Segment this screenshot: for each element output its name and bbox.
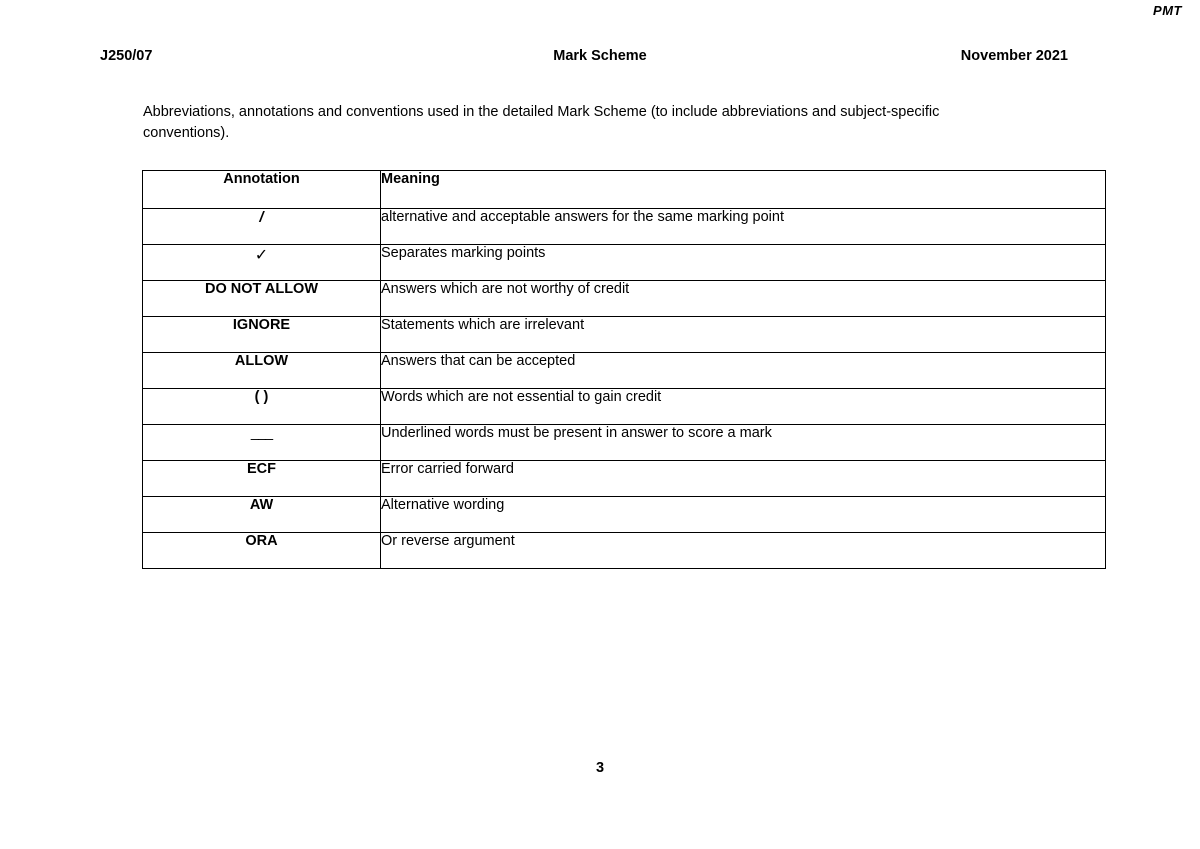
annotation-cell: ( ) — [143, 389, 381, 425]
annotation-cell — [143, 209, 381, 245]
meaning-cell: Underlined words must be present in answer to score a mark — [381, 425, 1106, 461]
meaning-cell: Statements which are irrelevant — [381, 317, 1106, 353]
meaning-cell: Answers which are not worthy of credit — [381, 281, 1106, 317]
meaning-cell: Error carried forward — [381, 461, 1106, 497]
header-paper-code: J250/07 — [100, 48, 153, 64]
table-row — [143, 209, 1106, 245]
table-row — [143, 533, 1106, 569]
meaning-cell: Separates marking points — [381, 245, 1106, 281]
table-row — [143, 353, 1106, 389]
annotation-cell: ORA — [143, 533, 381, 569]
page-header — [100, 48, 1100, 68]
annotation-cell — [143, 245, 381, 281]
table-row — [143, 389, 1106, 425]
annotation-cell: ECF — [143, 461, 381, 497]
table-row — [143, 461, 1106, 497]
table-row — [143, 317, 1106, 353]
annotations-table — [142, 170, 1106, 569]
annotation-cell: IGNORE — [143, 317, 381, 353]
tick-icon: ✓ — [254, 247, 269, 264]
meaning-cell: Words which are not essential to gain credit — [381, 389, 1106, 425]
slash-symbol: / — [259, 209, 264, 226]
table-row — [143, 425, 1106, 461]
annotation-cell: DO NOT ALLOW — [143, 281, 381, 317]
meaning-cell: Alternative wording — [381, 497, 1106, 533]
meaning-cell: Answers that can be accepted — [381, 353, 1106, 389]
table-row — [143, 245, 1106, 281]
table-header-row — [143, 171, 1106, 209]
underline-symbol: ___ — [250, 425, 273, 441]
column-header-meaning: Meaning — [381, 171, 1106, 209]
meaning-cell: alternative and acceptable answers for the same marking point — [381, 209, 1106, 245]
intro-paragraph: Abbreviations, annotations and conventions used in the detailed Mark Scheme (to include abbreviations and subject-specific conventions). — [143, 104, 940, 142]
annotation-cell — [143, 425, 381, 461]
meaning-cell: Or reverse argument — [381, 533, 1106, 569]
table-row — [143, 497, 1106, 533]
table-row — [143, 281, 1106, 317]
column-header-annotation: Annotation — [143, 171, 381, 209]
watermark-pmt: PMT — [1153, 3, 1182, 18]
annotation-cell: ALLOW — [143, 353, 381, 389]
page-number: 3 — [595, 760, 605, 776]
annotation-cell: AW — [143, 497, 381, 533]
header-title: Mark Scheme — [553, 48, 647, 64]
header-session: November 2021 — [960, 48, 1068, 64]
